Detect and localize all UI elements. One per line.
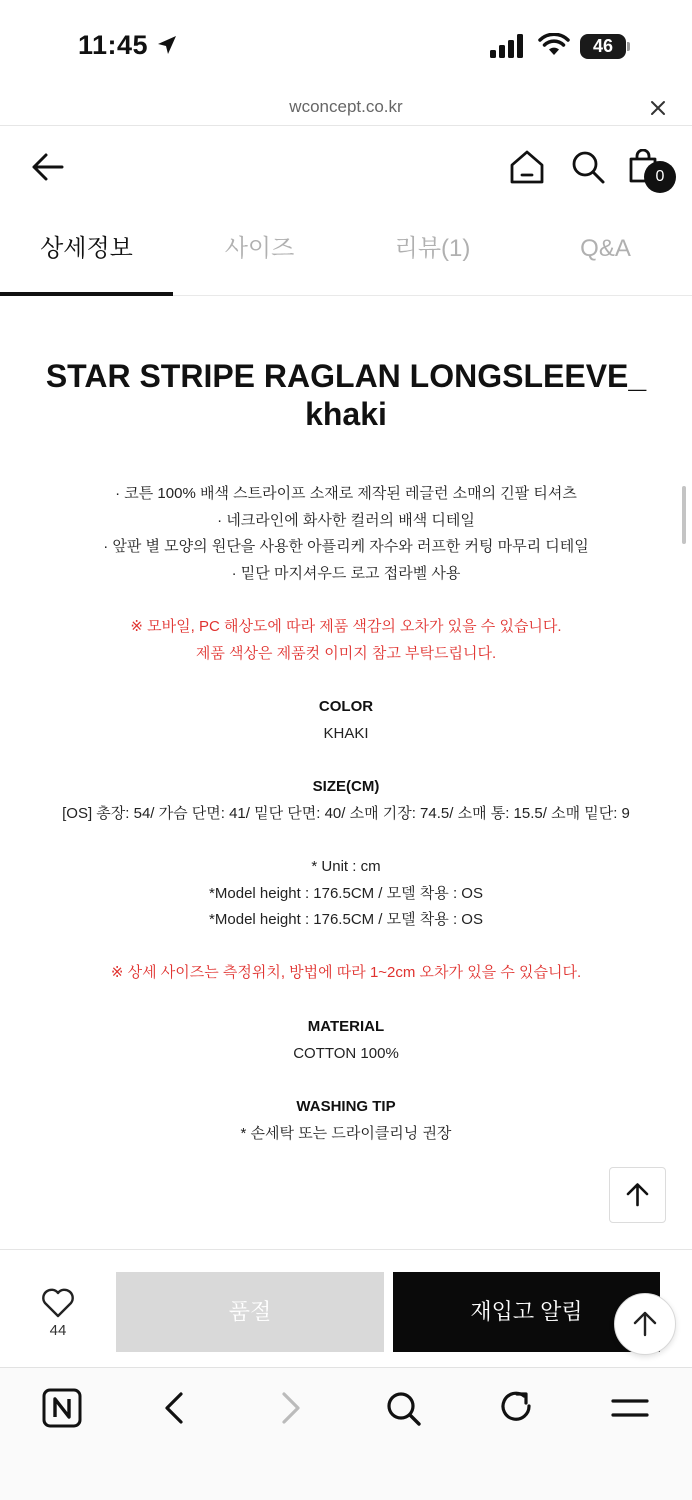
like-button[interactable] — [22, 1284, 94, 1344]
tab-detail[interactable]: 상세정보 — [0, 207, 173, 295]
tab-qna[interactable]: Q&A — [580, 235, 631, 262]
material-section — [10, 1014, 682, 1067]
product-title-line-2: khaki — [305, 396, 387, 432]
model-info-section — [10, 854, 682, 934]
like-count: 44 — [49, 1322, 67, 1339]
size-label: SIZE(CM) — [312, 778, 380, 795]
arrow-up-icon — [609, 1167, 666, 1223]
tab-size[interactable]: 사이즈 — [224, 235, 295, 262]
color-notice-line-2: 제품 색상은 제품컷 이미지 참고 부탁드립니다. — [195, 644, 497, 662]
refresh-icon[interactable] — [497, 1388, 537, 1428]
product-title — [30, 357, 662, 433]
browser-url-bar — [0, 90, 692, 126]
description-line: · 네크라인에 화사한 컬러의 배색 디테일 — [217, 511, 475, 529]
material-value: COTTON 100% — [293, 1044, 399, 1062]
naver-n-icon[interactable] — [42, 1388, 82, 1428]
color-value: KHAKI — [323, 724, 369, 742]
description-line: · 밑단 마지셔우드 로고 접라벨 사용 — [231, 564, 461, 582]
color-notice-line-1: ※ 모바일, PC 해상도에 따라 제품 색감의 오차가 있을 수 있습니다. — [130, 618, 562, 635]
material-label: MATERIAL — [307, 1018, 385, 1035]
tab-review[interactable]: 리뷰(1) — [394, 235, 471, 262]
restock-alert-button[interactable]: 재입고 알림 — [393, 1272, 660, 1352]
unit-line: * Unit : cm — [311, 858, 381, 875]
washing-label: WASHING TIP — [296, 1098, 396, 1115]
back-chevron-icon[interactable] — [155, 1388, 195, 1428]
purchase-bar — [0, 1249, 692, 1367]
page-scrollbar[interactable] — [682, 486, 686, 544]
scroll-to-top-button[interactable] — [609, 1167, 666, 1223]
search-icon[interactable] — [570, 149, 606, 185]
arrow-up-icon — [614, 1293, 676, 1355]
heart-icon — [41, 1288, 75, 1318]
menu-icon[interactable] — [610, 1388, 650, 1428]
color-notice — [20, 614, 672, 667]
status-bar — [0, 0, 692, 90]
product-tabs — [0, 207, 692, 296]
app-header — [0, 127, 692, 207]
description-line: · 코튼 100% 배색 스트라이프 소재로 제작된 레글런 소매의 긴팔 티셔츠 — [115, 485, 577, 502]
cart-button[interactable] — [628, 149, 678, 193]
size-value: [OS] 총장: 54/ 가슴 단면: 41/ 밑단 단면: 40/ 소매 기장: 74.5/ 소매 통: 15.5/ 소매 밑단: 9 — [62, 804, 630, 822]
size-section — [10, 774, 682, 827]
model-line: *Model height : 176.5CM / 모델 착용 : OS — [209, 911, 483, 928]
location-arrow-icon — [156, 34, 178, 56]
washing-section — [10, 1094, 682, 1147]
product-title-line-1: STAR STRIPE RAGLAN LONGSLEEVE_ — [45, 358, 647, 394]
product-detail-content — [0, 297, 692, 1249]
status-time: 11:45 — [78, 30, 149, 60]
wifi-icon — [538, 33, 570, 57]
description-line: · 앞판 별 모양의 원단을 사용한 아플리케 자수와 러프한 커팅 마무리 디테일 — [103, 538, 589, 555]
battery-level: 46 — [580, 34, 626, 59]
search-icon[interactable] — [383, 1388, 423, 1428]
home-icon[interactable] — [508, 149, 546, 185]
model-line: *Model height : 176.5CM / 모델 착용 : OS — [209, 884, 483, 902]
color-label: COLOR — [318, 698, 374, 715]
browser-bottom-nav — [0, 1367, 692, 1500]
back-arrow-icon[interactable] — [30, 149, 66, 185]
battery-icon — [580, 34, 630, 59]
product-description — [20, 481, 672, 587]
url-text[interactable]: wconcept.co.kr — [289, 97, 403, 116]
soldout-button[interactable]: 품절 — [116, 1272, 384, 1352]
floating-scroll-top-button[interactable] — [614, 1293, 676, 1355]
color-section — [10, 694, 682, 747]
forward-chevron-icon[interactable] — [270, 1388, 310, 1428]
cart-count-badge: 0 — [644, 161, 676, 193]
size-notice: ※ 상세 사이즈는 측정위치, 방법에 따라 1~2cm 오차가 있을 수 있습니다. — [110, 964, 582, 981]
close-icon[interactable] — [648, 98, 668, 118]
cellular-signal-icon — [490, 34, 526, 58]
washing-value: * 손세탁 또는 드라이클리닝 권장 — [240, 1124, 452, 1142]
